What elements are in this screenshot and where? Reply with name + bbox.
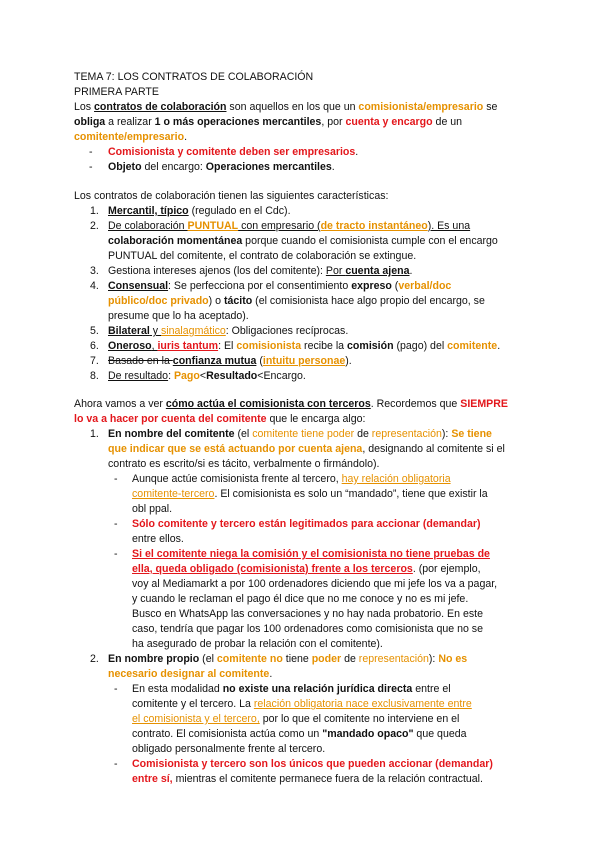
document-subtitle: PRIMERA PARTE bbox=[74, 86, 159, 98]
list-item: 7. Basado en la confianza mutua (intuitu personae). bbox=[90, 355, 352, 367]
characteristics-list bbox=[74, 204, 526, 384]
list-item: 6. Oneroso, iuris tantum: El comisionista recibe la comisión (pago) del comitente. bbox=[90, 340, 501, 352]
acting-modes-list bbox=[74, 427, 526, 787]
acting-paragraph: Ahora vamos a ver cómo actúa el comisionista con terceros. Recordemos que SIEMPRE lo va a hacer por cuenta del comitente que le encarga algo: bbox=[74, 398, 508, 425]
list-item: - Comisionista y tercero son los únicos que pueden accionar (demandar) entre sí, mientras el comitente permanece fuera de la relación contractual. bbox=[114, 758, 493, 785]
list-item: - Objeto del encargo: Operaciones mercantiles. bbox=[89, 161, 335, 173]
list-item: 8. De resultado: Pago<Resultado<Encargo. bbox=[90, 370, 306, 382]
own-name-sub-list bbox=[74, 682, 526, 787]
intro-bullet-list bbox=[74, 145, 526, 175]
list-item: 1. Mercantil, típico (regulado en el Cdc). bbox=[90, 205, 291, 217]
list-item: 4. Consensual: Se perfecciona por el consentimiento expreso (verbal/doc público/doc privado) o tácito (el comisionista hace algo propio del encargo, se presume que lo ha aceptado). bbox=[90, 280, 485, 322]
list-item: 3. Gestiona intereses ajenos (los del comitente): Por cuenta ajena. bbox=[90, 265, 413, 277]
document-page bbox=[74, 70, 526, 787]
list-item: 2. En nombre propio (el comitente no tiene poder de representación): No es necesario designar al comitente. - En esta modalidad no existe una relación jurídica directa entre el comitente y el tercero. La relación obligatoria nace exclusivamente entre el comisionista y el tercero, por lo que el comitente no interviene en el contrato. El comisionista actúa como un "mandado opaco" que queda obligado personalmente frente al tercero. - Comisionista y tercero son los únicos que pueden accionar (demandar) entre sí, mientras el comitente permanece fuera de la relación contractual. bbox=[74, 652, 526, 787]
characteristics-intro: Los contratos de colaboración tienen las siguientes características: bbox=[74, 190, 389, 202]
comitente-sub-list bbox=[74, 472, 526, 652]
list-item: - Si el comitente niega la comisión y el comisionista no tiene pruebas de ella, queda obligado (comisionista) frente a los terceros. (por ejemplo, voy al Mediamarkt a por 100 ordenadores diciendo que mi jefe los va a pagar, y cuando le reclaman el pago él dice que no me conoce y no es mi jefe. Busco en WhatsApp las conversaciones y no hay nada probatorio. En este caso, tendría que pagar los 100 ordenadores como comisionista que no se ha asegurado de probar la relación con el comitente). bbox=[114, 548, 498, 650]
list-item: - En esta modalidad no existe una relación jurídica directa entre el comitente y el tercero. La relación obligatoria nace exclusivamente entre el comisionista y el tercero, por lo que el comitente no interviene en el contrato. El comisionista actúa como un "mandado opaco" que queda obligado personalmente frente al tercero. bbox=[114, 683, 472, 755]
intro-paragraph: Los contratos de colaboración son aquellos en los que un comisionista/empresario se obliga a realizar 1 o más operaciones mercantiles, por cuenta y encargo de un comitente/empresario. bbox=[74, 101, 498, 143]
list-item: 5. Bilateral y sinalagmático: Obligaciones recíprocas. bbox=[90, 325, 349, 337]
document-title: TEMA 7: LOS CONTRATOS DE COLABORACIÓN bbox=[74, 71, 314, 83]
list-item: 1. En nombre del comitente (el comitente tiene poder de representación): Se tiene que indicar que se está actuando por cuenta ajena, designando al comitente si el contrato es escrito/si es tácito, verbalmente o firmándolo). - Aunque actúe comisionista frente al tercero, hay relación obligatoria comitente-tercero. El comisionista es solo un “mandado”, tiene que existir la obl ppal. - Sólo comitente y tercero están legitimados para accionar (demandar) entre ellos. - Si el comitente niega la comisión y el comisionista no tiene pruebas de ella, queda obligado (comisionista) frente a los terceros. (por ejemplo, voy al Mediamarkt a por 100 ordenadores diciendo que mi jefe los va a pagar, y cuando le reclaman el pago él dice que no me conoce y no es mi jefe. Busco en WhatsApp las conversaciones y no hay nada probatorio. En este caso, tendría que pagar los 100 ordenadores como comisionista que no se ha asegurado de probar la relación con el comitente). bbox=[74, 427, 526, 652]
list-item: - Sólo comitente y tercero están legitimados para accionar (demandar) entre ellos. bbox=[114, 518, 481, 545]
list-item: 2. De colaboración PUNTUAL con empresario (de tracto instantáneo). Es una colaboración momentánea porque cuando el comisionista cumple con el encargo PUNTUAL del comitente, el contrato de colaboración se extingue. bbox=[90, 220, 498, 262]
list-item: - Comisionista y comitente deben ser empresarios. bbox=[89, 146, 359, 158]
list-item: - Aunque actúe comisionista frente al tercero, hay relación obligatoria comitente-tercero. El comisionista es solo un “mandado”, tiene que existir la obl ppal. bbox=[114, 473, 488, 515]
